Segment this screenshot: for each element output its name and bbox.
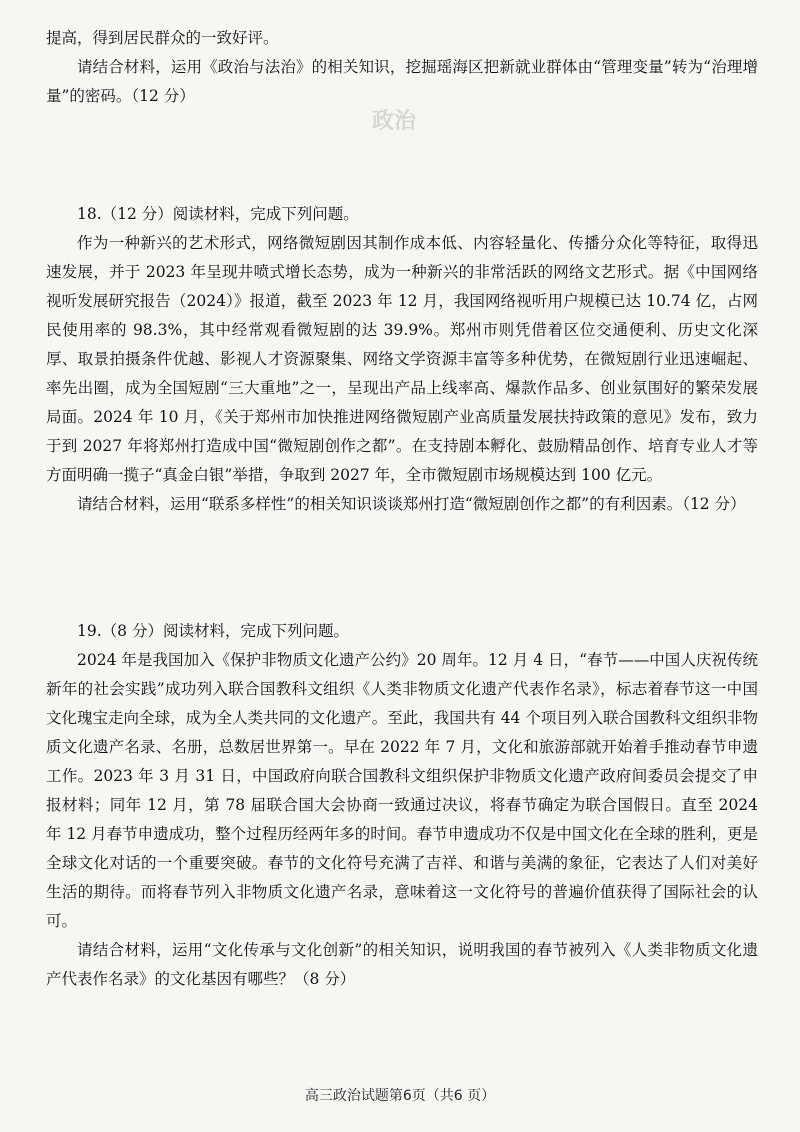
- previous-question-last-line: 提高，得到居民群众的一致好评。: [46, 29, 279, 47]
- question-18-heading: 18.（12 分）阅读材料，完成下列问题。: [77, 205, 359, 223]
- question-19: [46, 617, 758, 994]
- question-18-prompt: 请结合材料，运用“联系多样性”的相关知识谈谈郑州打造“微短剧创作之都”的有利因素。（12 分）: [77, 495, 746, 513]
- question-18-material: 作为一种新兴的艺术形式，网络微短剧因其制作成本低、内容轻量化、传播分众化等特征，取得迅速发展，并于 2023 年呈现井喷式增长态势，成为一种新兴的非常活跃的网络文艺形式。据《中国网络视听发展研究报告（2024）》报道，截至 2023 年 12 月，我国网络视听用户规模已达 10.74 亿，占网民使用率的 98.3%，其中经常观看微短剧的达 39.9%。郑州市则凭借着区位交通便利、历史文化深厚、取景拍摄条件优越、影视人才资源聚集、网络文学资源丰富等多种优势，在微短剧行业迅速崛起、率先出圈，成为全国短剧“三大重地”之一，呈现出产品上线率高、爆款作品多、创业氛围好的繁荣发展局面。2024 年 10 月，《关于郑州市加快推进网络微短剧产业高质量发展扶持政策的意见》发布，致力于到 2027 年将郑州打造成中国“微短剧创作之都”。在支持剧本孵化、鼓励精品创作、培育专业人才等方面明确一揽子“真金白银”举措，争取到 2027 年，全市微短剧市场规模达到 100 亿元。: [46, 234, 758, 484]
- page-footer: 高三政治试题第6页（共6 页）: [304, 1088, 496, 1104]
- question-19-prompt: 请结合材料，运用“文化传承与文化创新”的相关知识，说明我国的春节被列入《人类非物质文化遗产代表作名录》的文化基因有哪些？（8 分）: [46, 941, 758, 988]
- question-19-heading: 19.（8 分）阅读材料，完成下列问题。: [77, 622, 349, 640]
- question-19-material: 2024 年是我国加入《保护非物质文化遗产公约》20 周年。12 月 4 日，“春节——中国人庆祝传统新年的社会实践”成功列入联合国教科文组织《人类非物质文化遗产代表作名录》，标志着春节这一中国文化瑰宝走向全球，成为全人类共同的文化遗产。至此，我国共有 44 个项目列入联合国教科文组织非物质文化遗产名录、名册，总数居世界第一。早在 2022 年 7 月，文化和旅游部就开始着手推动春节申遗工作。2023 年 3 月 31 日，中国政府向联合国教科文组织保护非物质文化遗产政府间委员会提交了申报材料；同年 12 月，第 78 届联合国大会协商一致通过决议，将春节确定为联合国假日。直至 2024 年 12 月春节申遗成功，整个过程历经两年多的时间。春节申遗成功不仅是中国文化在全球的胜利，更是全球文化对话的一个重要突破。春节的文化符号充满了吉祥、和谐与美满的象征，它表达了人们对美好生活的期待。而将春节列入非物质文化遗产名录，意味着这一文化符号的普遍价值获得了国际社会的认可。: [46, 651, 758, 930]
- question-18: [46, 200, 758, 519]
- previous-question-tail: [46, 24, 758, 111]
- previous-question-prompt: 请结合材料，运用《政治与法治》的相关知识，挖掘瑶海区把新就业群体由“管理变量”转为“治理增量”的密码。（12 分）: [46, 58, 758, 105]
- bleed-through-title: 政治: [372, 109, 417, 134]
